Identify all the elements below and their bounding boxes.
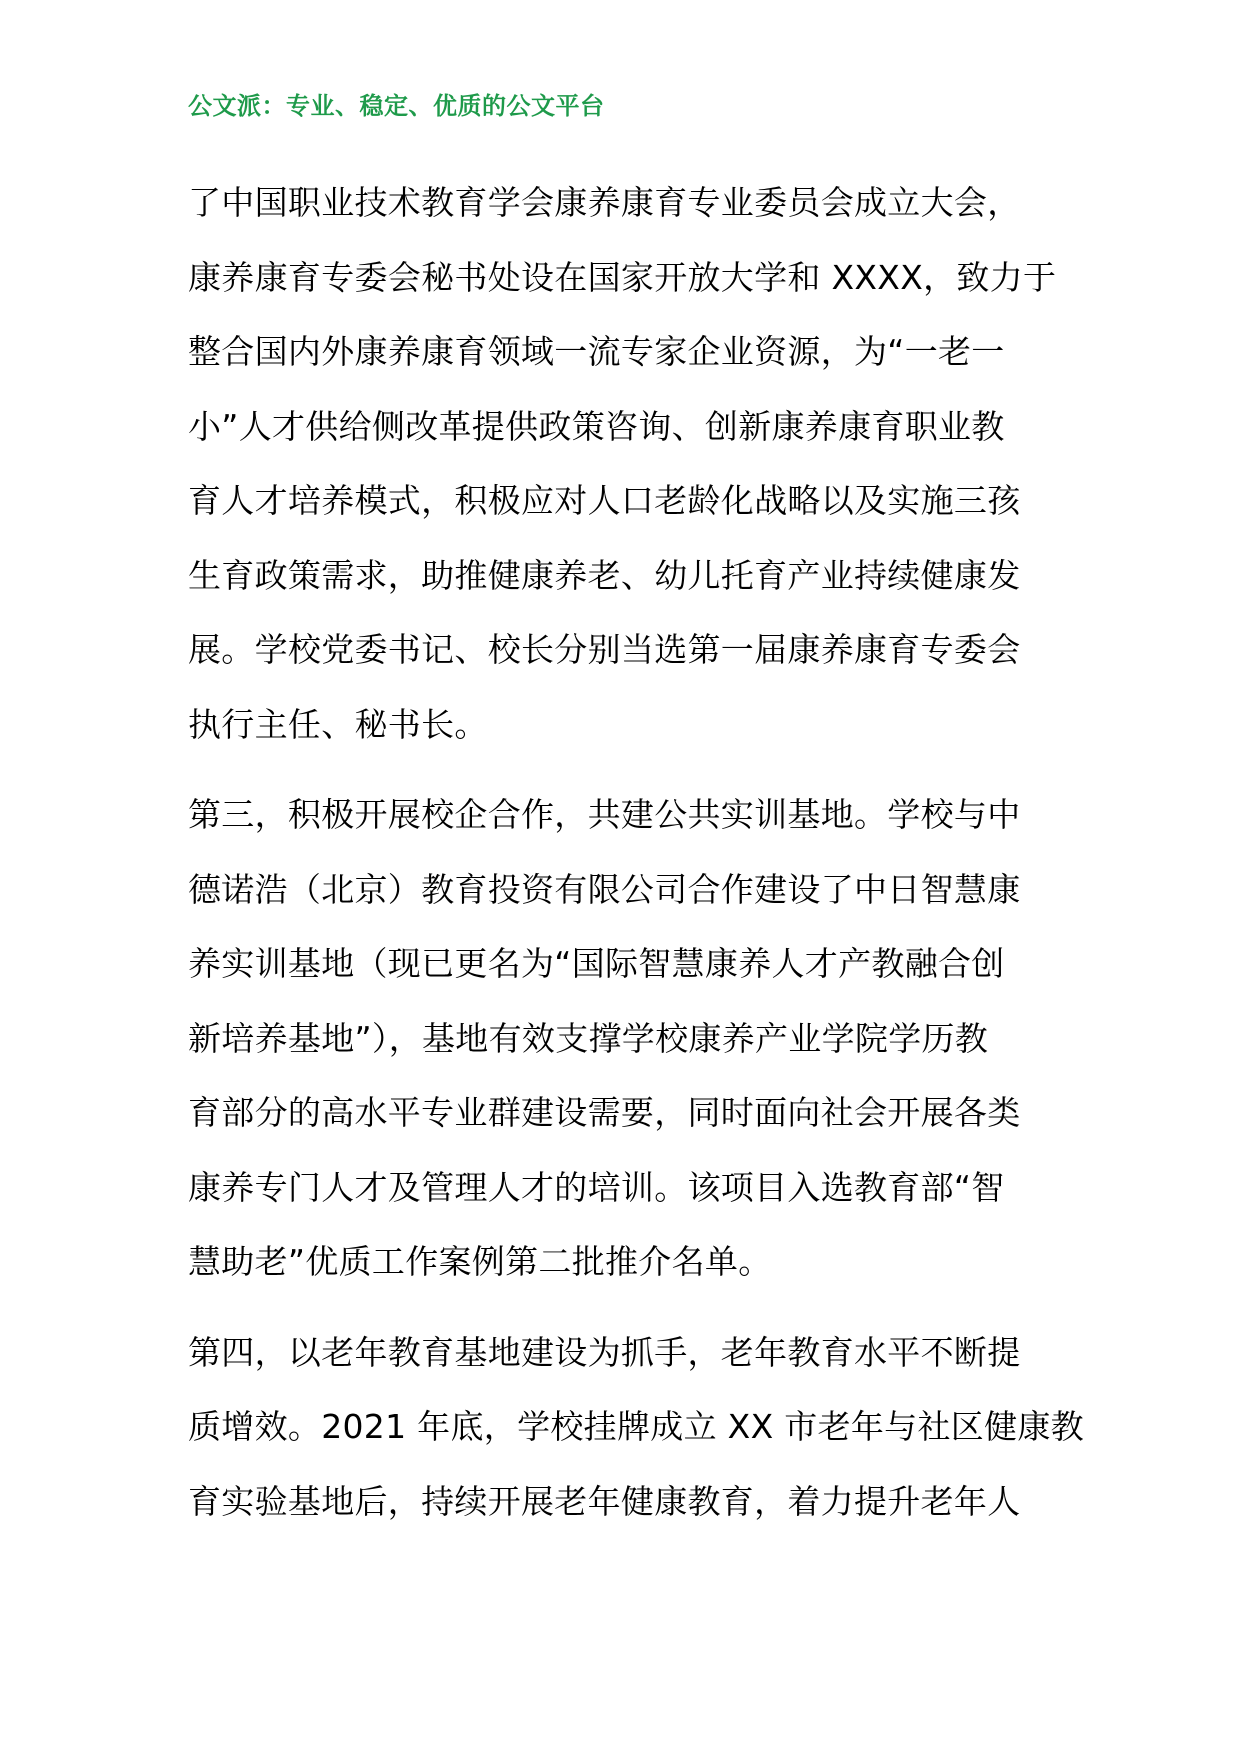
text-line: 生育政策需求，助推健康养老、幼儿托育产业持续健康发 <box>188 555 1021 595</box>
text-line: 康养康育专委会秘书处设在国家开放大学和 XXXX，致力于 <box>188 257 1057 297</box>
text-line: 第三，积极开展校企合作，共建公共实训基地。学校与中 <box>188 795 1021 834</box>
text-line: 养实训基地（现已更名为“国际智慧康养人才产教融合创 <box>188 944 1005 983</box>
text-line: 德诺浩（北京）教育投资有限公司合作建设了中日智慧康 <box>188 869 1021 909</box>
text-line: 执行主任、秘书长。 <box>188 704 488 744</box>
text-line: 新培养基地”），基地有效支撑学校康养产业学院学历教 <box>188 1018 989 1058</box>
text-line: 育部分的高水平专业群建设需要，同时面向社会开展各类 <box>188 1093 1021 1132</box>
text-line: 了中国职业技术教育学会康养康育专业委员会成立大会， <box>188 183 1021 222</box>
text-line: 育人才培养模式，积极应对人口老龄化战略以及实施三孩 <box>188 481 1021 520</box>
paragraph <box>188 166 1068 762</box>
paragraph-spacer <box>188 1300 1068 1316</box>
text-line: 整合国内外康养康育领域一流专家企业资源，为“一老一 <box>188 332 1005 371</box>
text-line: 慧助老”优质工作案例第二批推介名单。 <box>188 1242 772 1281</box>
text-line: 第四，以老年教育基地建设为抓手，老年教育水平不断提 <box>188 1332 1021 1372</box>
text-line: 育实验基地后，持续开展老年健康教育，着力提升老年人 <box>188 1481 1021 1521</box>
paragraph <box>188 778 1068 1300</box>
text-line: 小”人才供给侧改革提供政策咨询、创新康养康育职业教 <box>188 406 1005 446</box>
paragraph-spacer <box>188 762 1068 778</box>
text-line: 质增效。2021 年底，学校挂牌成立 XX 市老年与社区健康教 <box>188 1407 1084 1446</box>
paragraph <box>188 1316 1084 1540</box>
text-line: 康养专门人才及管理人才的培训。该项目入选教育部“智 <box>188 1167 1005 1207</box>
page-header: 公文派：专业、稳定、优质的公文平台 <box>188 92 605 120</box>
document-body <box>188 166 1084 1539</box>
text-line: 展。学校党委书记、校长分别当选第一届康养康育专委会 <box>188 630 1021 669</box>
